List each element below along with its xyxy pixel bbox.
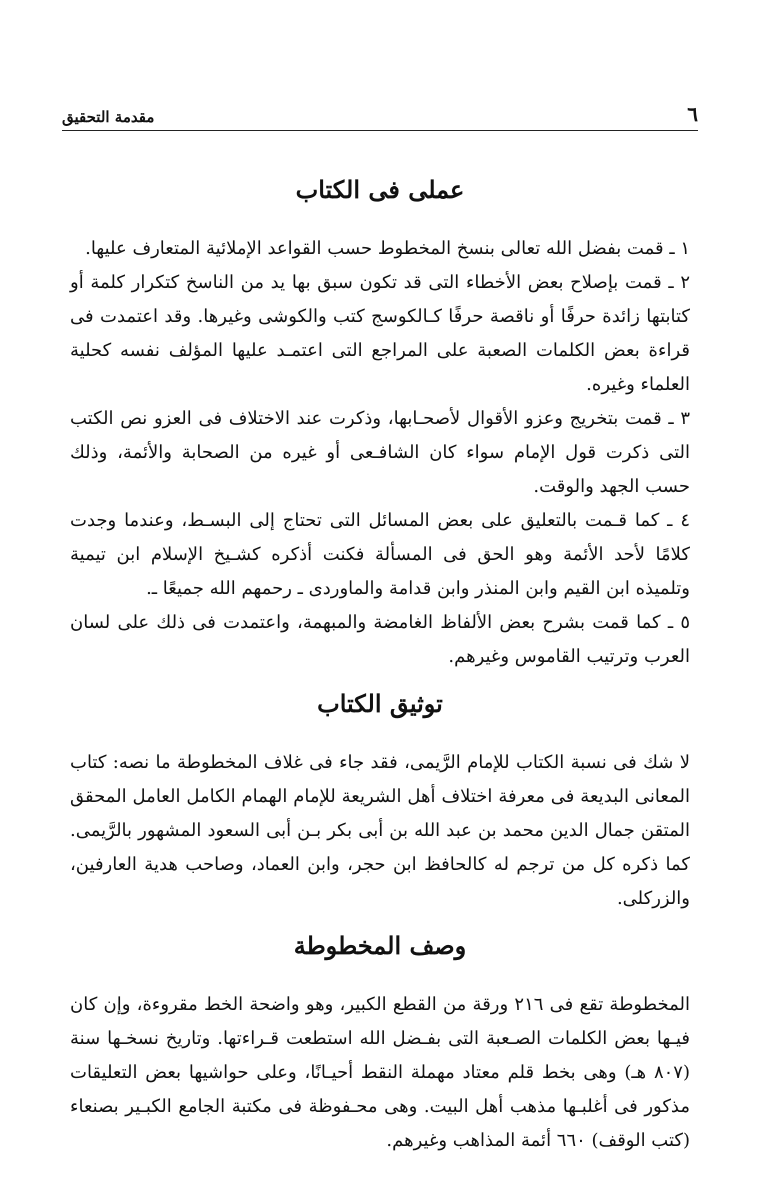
- page-number: ٦: [687, 102, 698, 126]
- section-heading: عملى فى الكتاب: [295, 175, 465, 204]
- section-heading: وصف المخطوطة: [293, 931, 467, 960]
- paragraph: المخطوطة تقع فى ٢١٦ ورقة من القطع الكبير، وهو واضحة الخط مقروءة، وإن كان فيـها بعض الكلمات الصـعبة التى بفـضل الله استطعت قـراءتها. وتاريخ نسخـها سنة (٨٠٧ هـ) وهى بخط قلم معتاد مهملة النقط أحيـانًا، وعلى حواشيها بعض التعليقات مذكور فى أغلبـها مذهب أهل البيت. وهى محـفوظة فى مكتبة الجامع الكبـير بصنعاء (كتب الوقف) ٦٦٠ أئمة المذاهب وغيرهم.: [70, 994, 690, 1151]
- section-manuscript-description: [70, 926, 690, 1158]
- paragraph: ٣ ـ قمت بتخريج وعزو الأقوال لأصحـابها، وذكرت عند الاختلاف فى العزو نص الكتب التى ذكرت قول الإمام سواء كان الشافـعى أو غيره من الصحابة والأئمة، وذلك حسب الجهد والوقت.: [70, 408, 690, 497]
- paragraph: ٥ ـ كما قمت بشرح بعض الألفاظ الغامضة والمبهمة، واعتمدت فى ذلك على لسان العرب وترتيب القاموس وغيرهم.: [70, 612, 690, 667]
- paragraph: لا شك فى نسبة الكتاب للإمام الرَّيمى، فقد جاء فى غلاف المخطوطة ما نصه: كتاب المعانى البديعة فى معرفة اختلاف أهل الشريعة للإمام الهمام الكامل العامل المحقق المتقن جمال الدين محمد بن عبد الله بن أبى بكر بـن أبى السعود المشهور بالرَّيمى. كما ذكره كل من ترجم له كالحافظ ابن حجر، وابن العماد، وصاحب هدية العارفين، والزركلى.: [70, 752, 690, 909]
- section-my-work: [70, 170, 690, 674]
- paragraph: ١ ـ قمت بفضل الله تعالى بنسخ المخطوط حسب القواعد الإملائية المتعارف عليها.: [85, 238, 690, 259]
- section-heading: توثيق الكتاب: [317, 689, 443, 718]
- paragraph: ٢ ـ قمت بإصلاح بعض الأخطاء التى قد تكون سبق بها يد من الناسخ كتكرار كلمة أو كتابتها زائدة حرفًا أو ناقصة حرفًا كـالكوسج كتب والكوشى وغيرها. وقد اعتمدت فى قراءة بعض الكلمات الصعبة على المراجع التى اعتمـد عليها المؤلف نفسه كحلية العلماء وغيره.: [70, 272, 690, 395]
- running-header: [62, 96, 698, 131]
- section-book-attribution: [70, 684, 690, 916]
- paragraph: ٤ ـ كما قـمت بالتعليق على بعض المسائل التى تحتاج إلى البسـط، وعندما وجدت كلامًا لأحد الأئمة وهو الحق فى المسألة فكنت أذكره كشـيخ الإسلام ابن تيمية وتلميذه ابن القيم وابن المنذر وابن قدامة والماوردى ـ رحمهم الله جميعًا ـ.: [70, 510, 690, 599]
- running-header-title: مقدمة التحقيق: [62, 108, 155, 126]
- page-body: [70, 170, 690, 1158]
